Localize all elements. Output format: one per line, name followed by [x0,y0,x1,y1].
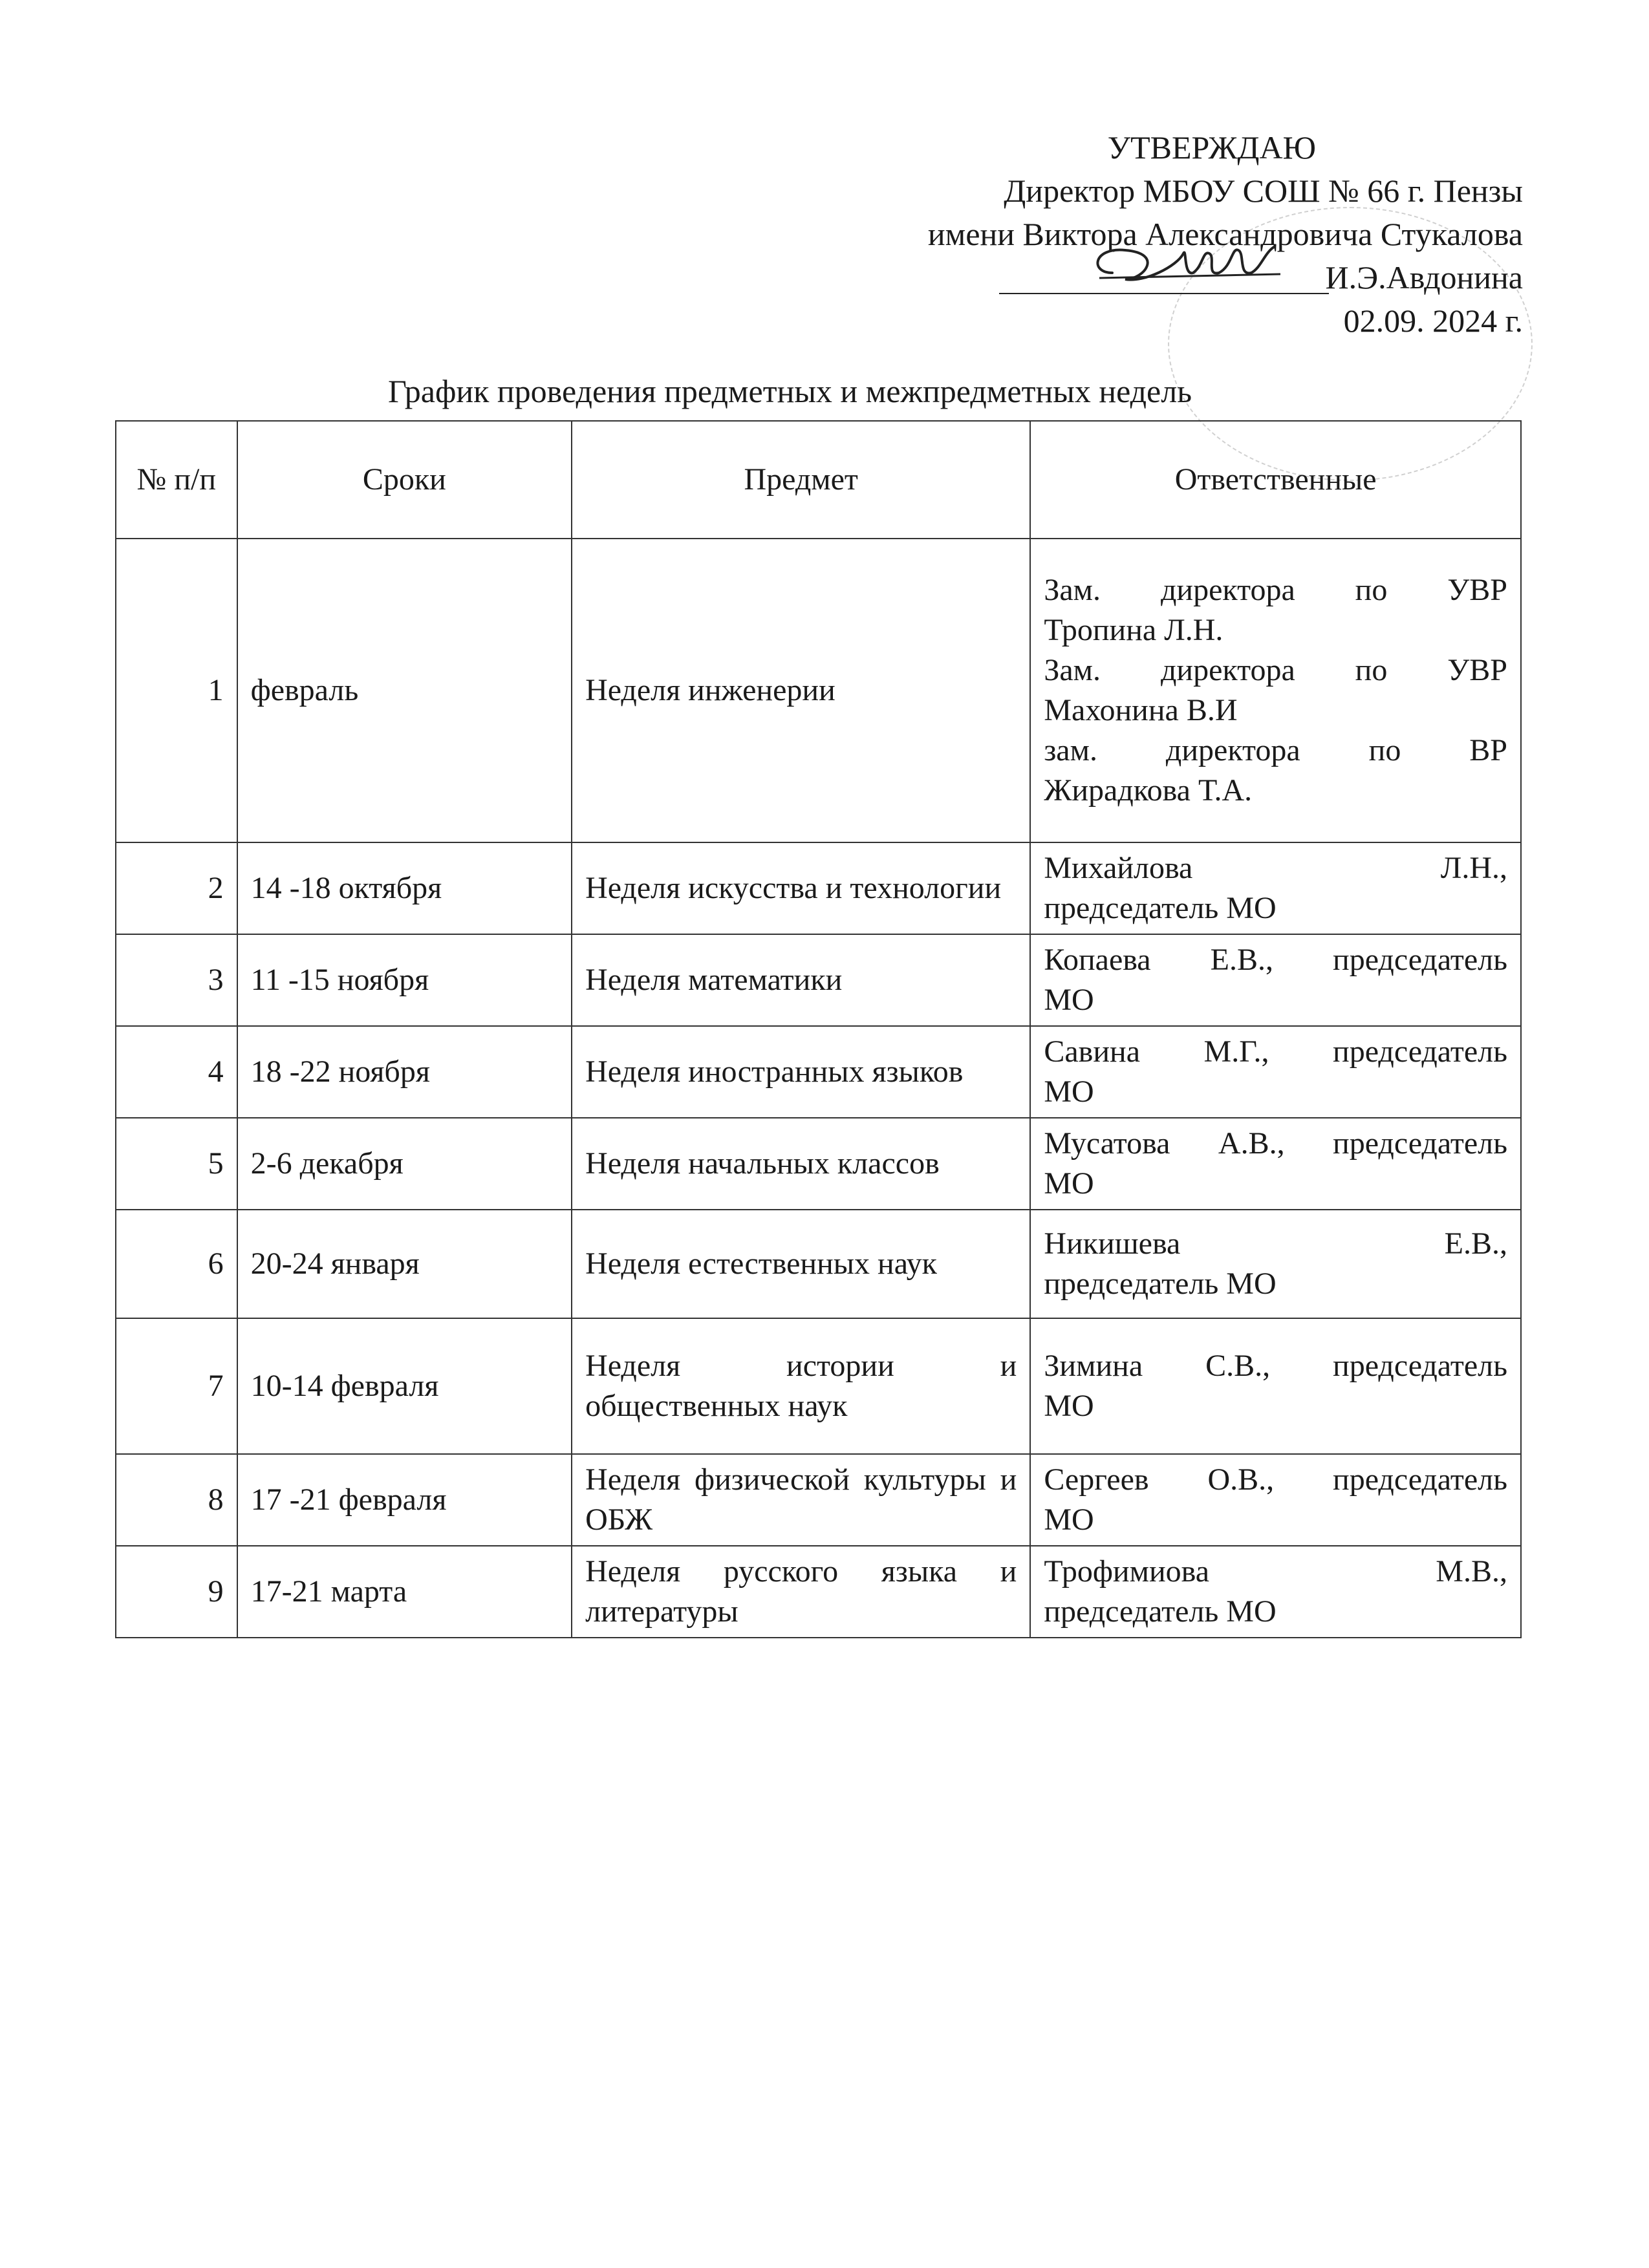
header-num: № п/п [116,421,237,539]
responsible-line: Махонина В.И [1044,693,1238,727]
header-subject: Предмет [572,421,1030,539]
row-dates: февраль [237,539,572,842]
row-dates: 18 -22 ноября [237,1026,572,1118]
row-dates: 17-21 марта [237,1546,572,1638]
document-title: График проведения предметных и межпредметных недель [388,373,1192,409]
signature-icon [1086,228,1300,299]
responsible-line: Зимина С.В., председатель [1044,1349,1507,1383]
row-num: 3 [116,934,237,1026]
approval-title: УТВЕРЖДАЮ [1107,129,1316,166]
schedule-table [115,420,1522,1638]
responsible-line: МО [1044,1503,1094,1537]
row-subject: Неделя истории и общественных наук [572,1318,1030,1454]
approval-block [618,126,1523,343]
responsible-line: МО [1044,1075,1094,1109]
row-subject: Неделя физической культуры и ОБЖ [572,1454,1030,1546]
responsible-line: Трофимиова М.В., [1044,1554,1507,1589]
row-num: 6 [116,1210,237,1318]
row-responsible [1030,1118,1521,1210]
responsible-line: Зам. директора по УВР [1044,653,1507,687]
row-subject: Неделя русского языка и литературы [572,1546,1030,1638]
responsible-line: Зам. директора по УВР [1044,573,1507,607]
row-responsible [1030,1026,1521,1118]
row-subject: Неделя математики [572,934,1030,1026]
table-header-row [116,421,1521,539]
responsible-line: МО [1044,1166,1094,1201]
approval-position: Директор МБОУ СОШ № 66 г. Пензы [1004,173,1523,209]
responsible-line: МО [1044,983,1094,1017]
row-subject: Неделя искусства и технологии [572,842,1030,934]
row-subject: Неделя начальных классов [572,1118,1030,1210]
table-row [116,842,1521,934]
row-dates: 11 -15 ноября [237,934,572,1026]
row-num: 2 [116,842,237,934]
responsible-line: председатель МО [1044,1594,1277,1629]
table-row [116,1318,1521,1454]
approval-school-name: имени Виктора Александровича Стукалова [927,216,1523,252]
row-dates: 14 -18 октября [237,842,572,934]
table-row [116,1118,1521,1210]
responsible-line: Мусатова А.В., председатель [1044,1126,1507,1161]
header-responsible: Ответственные [1030,421,1521,539]
row-responsible [1030,1210,1521,1318]
responsible-line: председатель МО [1044,891,1277,925]
responsible-line: МО [1044,1389,1094,1423]
row-num: 7 [116,1318,237,1454]
signer-name: И.Э.Авдонина [1325,259,1523,295]
row-responsible [1030,539,1521,842]
table-row [116,1546,1521,1638]
row-num: 4 [116,1026,237,1118]
row-num: 5 [116,1118,237,1210]
row-num: 1 [116,539,237,842]
row-responsible [1030,842,1521,934]
row-responsible [1030,934,1521,1026]
responsible-line: Жирадкова Т.А. [1044,773,1253,808]
row-dates: 10-14 февраля [237,1318,572,1454]
responsible-line: Савина М.Г., председатель [1044,1034,1507,1069]
responsible-line: Копаева Е.В., председатель [1044,943,1507,977]
header-dates: Сроки [237,421,572,539]
row-subject: Неделя иностранных языков [572,1026,1030,1118]
signature-row [618,256,1523,299]
responsible-line: Михайлова Л.Н., [1044,851,1507,885]
table-row [116,1026,1521,1118]
row-dates: 2-6 декабря [237,1118,572,1210]
responsible-line: Никишева Е.В., [1044,1226,1507,1261]
row-subject: Неделя инженерии [572,539,1030,842]
table-row [116,1454,1521,1546]
table-row [116,1210,1521,1318]
row-dates: 20-24 января [237,1210,572,1318]
responsible-line: зам. директора по ВР [1044,733,1507,767]
row-num: 8 [116,1454,237,1546]
row-responsible [1030,1454,1521,1546]
responsible-line: Сергеев О.В., председатель [1044,1462,1507,1497]
row-responsible [1030,1318,1521,1454]
table-row [116,539,1521,842]
row-responsible [1030,1546,1521,1638]
row-num: 9 [116,1546,237,1638]
responsible-line: Тропина Л.Н. [1044,613,1223,647]
table-row [116,934,1521,1026]
row-dates: 17 -21 февраля [237,1454,572,1546]
responsible-line: председатель МО [1044,1267,1277,1301]
row-subject: Неделя естественных наук [572,1210,1030,1318]
approval-date: 02.09. 2024 г. [1343,303,1523,339]
